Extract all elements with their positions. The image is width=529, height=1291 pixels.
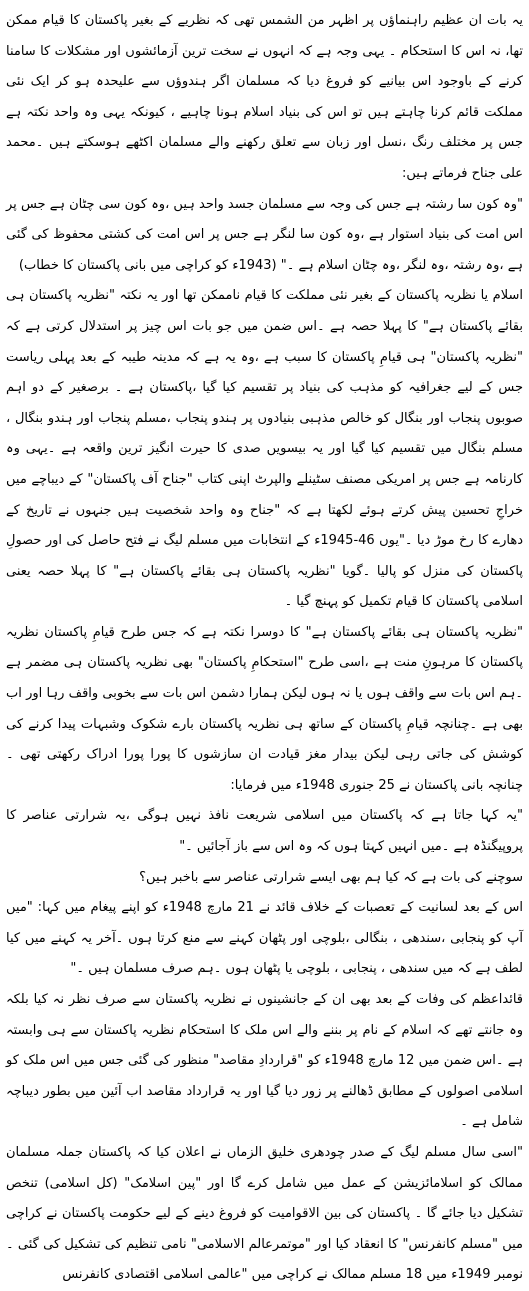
paragraph-intro: یہ بات ان عظیم راہنماؤں پر اظہر من الشمس تھی کہ نظریے کے بغیر پاکستان کا قیام ممکن تھا، نہ اس کا استحکام ۔ یہی وجہ ہے کہ انہوں نے سخت ترین آزمائشوں اور مشکلات کا سامنا کرنے کے باوجود اس بیانیے کو فروغ دیا کہ مسلمان اگر ہندوؤں سے علیحدہ ہو کر ایک نئی مملکت قائم کرنا چاہتے ہیں تو اس کی بنیاد اسلام ہونا چاہیے ، کیونکہ یہی وہ واحد نکتہ ہے جس پر مختلف رنگ ،نسل اور زبان سے تعلق رکھنے والے مسلمان اکٹھے ہوسکتے ہیں ۔محمد علی جناح فرماتے ہیں: [6, 13, 523, 181]
paragraph-objectives-resolution: قائداعظم کی وفات کے بعد بھی ان کے جانشینوں نے نظریہ پاکستان سے صرف نظر نہ کیا بلکہ وہ جانتے تھے کہ اسلام کے نام پر بننے والے اس ملک کا استحکام نظریہ پاکستان سے ہی وابستہ ہے ۔اس ضمن میں 12 مارچ 1948ء کو "قراردادِ مقاصد" منظور کی گئی جس میں اس ملک کو اسلامی اصولوں کے مطابق ڈھالنے پر زور دیا گیا اور یہ قرارداد مقاصد اب آئین میں بطور دیباچہ شامل ہے ۔ [6, 992, 523, 1130]
paragraph-first-point: اسلام یا نظریہ پاکستان کے بغیر نئی مملکت کا قیام ناممکن تھا اور یہ نکتہ "نظریہ پاکستان ہی بقائے پاکستان ہے" کا پہلا حصہ ہے ۔اس ضمن میں جو بات اس چیز پر استدلال کرتی ہے کہ "نظریہ پاکستان" ہی قیامِ پاکستان کا سبب ہے ،وہ یہ ہے کہ مدینہ طیبہ کے بعد پہلی ریاست جس کے لیے جغرافیہ کو مذہب کی بنیاد پر تقسیم کیا گیا ،پاکستان ہے ۔ برصغیر کے دو اہم صوبوں پنجاب اور بنگال کو خالص مذہبی بنیادوں پر ہندو پنجاب ،مسلم پنجاب اور ہندو بنگال ، مسلم بنگال میں تقسیم کیا گیا اور یہ بیسویں صدی کا حیرت انگیز ترین واقعہ ہے ۔یہی وہ کارنامہ ہے جس پر امریکی مصنف سٹینلے والپرٹ اپنی کتاب "جناح آف پاکستان" کے دیباچے میں خراجِ تحسین پیش کرتے ہوئے لکھتا ہے کہ "جناح وہ واحد شخصیت ہیں جنہوں نے تاریخ کے دھارے کا رخ موڑ دیا ۔"یوں 46-1945ء کے انتخابات میں مسلم لیگ نے فتح حاصل کی اور حصولِ پاکستان کی منزل کو پالیا ۔گویا "نظریہ پاکستان ہی بقائے پاکستان ہے" کا پہلا حصہ یعنی اسلامی پاکستان کا قیام تکمیل کو پہنچ گیا ۔ [6, 288, 523, 610]
quote-jinnah-1943: "وہ کون سا رشتہ ہے جس کی وجہ سے مسلمان جسد واحد ہیں ،وہ کون سی چٹان ہے جس پر اس امت کی بنیاد استوار ہے ،وہ کون سا لنگر ہے جس پر اس امت کی کشتی محفوظ کی گئی ہے ،وہ رشتہ ،وہ لنگر ،وہ چٹان اسلام ہے ۔" (1943ء کو کراچی میں بانی پاکستان کا خطاب) [6, 196, 523, 273]
paragraph-language-prejudice: اس کے بعد لسانیت کے تعصبات کے خلاف قائد نے 21 مارچ 1948ء کو اپنے پیغام میں کہا: "میں آپ کو پنجابی ،سندھی ، بنگالی ،بلوچی اور پٹھان کہنے سے منع کرتا ہوں ۔آخر یہ کہنے میں کیا لطف ہے کہ میں سندھی ، پنجابی ، بلوچی یا پٹھان ہوں ۔ہم صرف مسلمان ہیں ۔" [6, 900, 524, 977]
paragraph-second-point: "نظریہ پاکستان ہی بقائے پاکستان ہے" کا دوسرا نکتہ ہے کہ جس طرح قیامِ پاکستان نظریہ پاکستان کا مرہونِ منت ہے ،اسی طرح "استحکامِ پاکستان" بھی نظریہ پاکستان ہی مضمر ہے ۔ہم اس بات سے واقف ہوں یا نہ ہوں لیکن ہمارا دشمن اس بات سے بخوبی واقف رہا اور اب بھی ہے ۔چنانچہ قیامِ پاکستان کے ساتھ ہی نظریہ پاکستان بارے شکوک وشبہات پیدا کرنے کی کوشش کی جاتی رہی لیکن بیدار مغز قیادت ان سازشوں کا پورا پورا ادراک رکھتی تھی ۔ چنانچہ بانی پاکستان نے 25 جنوری 1948ء میں فرمایا: [6, 624, 523, 793]
paragraph-question: سوچنے کی بات ہے کہ کیا ہم بھی ایسے شرارتی عناصر سے باخبر ہیں؟ [139, 869, 523, 885]
quote-pan-islamic: "اسی سال مسلم لیگ کے صدر چودھری خلیق الزماں نے اعلان کیا کہ پاکستان جملہ مسلمان ممالک کو اسلامائزیشن کے عمل میں شامل کرے گا اور "پین اسلامک" (کل اسلامی) تنخص تشکیل دیا جائے گا ۔ پاکستان کی بین الاقوامیت کو فروغ دینے کے لیے حکومت پاکستان نے کراچی میں "مسلم کانفرنس" کا انعقاد کیا اور "موتمرعالم الاسلامی" نامی تنظیم کی تشکیل کی گئی ۔نومبر 1949ء میں 18 مسلم ممالک نے کراچی میں "عالمی اسلامی اقتصادی کانفرنس [6, 1144, 523, 1283]
quote-jinnah-1948-january: "یہ کہا جاتا ہے کہ پاکستان میں اسلامی شریعت نافذ نہیں ہوگی ،یہ شرارتی عناصر کا پروپیگنڈہ ہے ۔میں انہیں کہتا ہوں کہ وہ اس سے باز آجائیں ۔" [6, 808, 523, 855]
